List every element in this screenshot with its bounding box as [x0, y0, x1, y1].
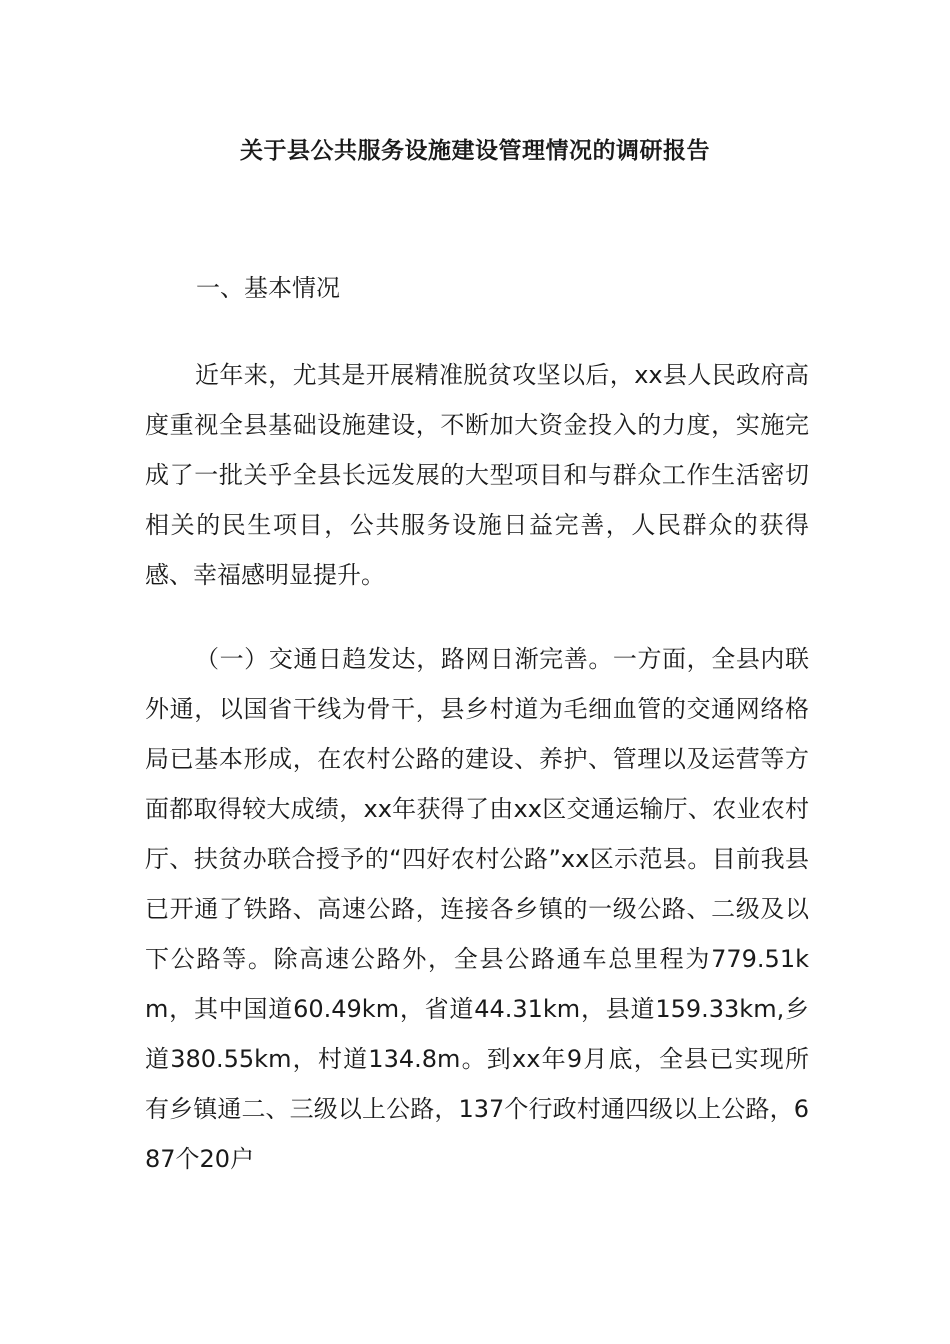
paragraph-transportation: （一）交通日趋发达，路网日渐完善。一方面，全县内联外通，以国省干线为骨干，县乡村道为毛细血管的交通网络格局已基本形成，在农村公路的建设、养护、管理以及运营等方面都取得较大成绩，xx年获得了由xx区交通运输厅、农业农村厅、扶贫办联合授予的“四好农村公路”xx区示范县。目前我县已开通了铁路、高速公路，连接各乡镇的一级公路、二级及以下公路等。除高速公路外，全县公路通车总里程为779.51km，其中国道60.49km，省道44.31km，县道159.33km,乡道380.55km，村道134.8m。到xx年9月底，全县已实现所有乡镇通二、三级以上公路，137个行政村通四级以上公路，687个20户: [145, 645, 809, 1173]
document-title: 关于县公共服务设施建设管理情况的调研报告: [240, 138, 710, 164]
paragraph-overview: 近年来，尤其是开展精准脱贫攻坚以后，xx县人民政府高度重视全县基础设施建设，不断加大资金投入的力度，实施完成了一批关乎全县长远发展的大型项目和与群众工作生活密切相关的民生项目，公共服务设施日益完善，人民群众的获得感、幸福感明显提升。: [145, 361, 809, 589]
section-heading-basic-situation: 一、基本情况: [196, 274, 340, 302]
